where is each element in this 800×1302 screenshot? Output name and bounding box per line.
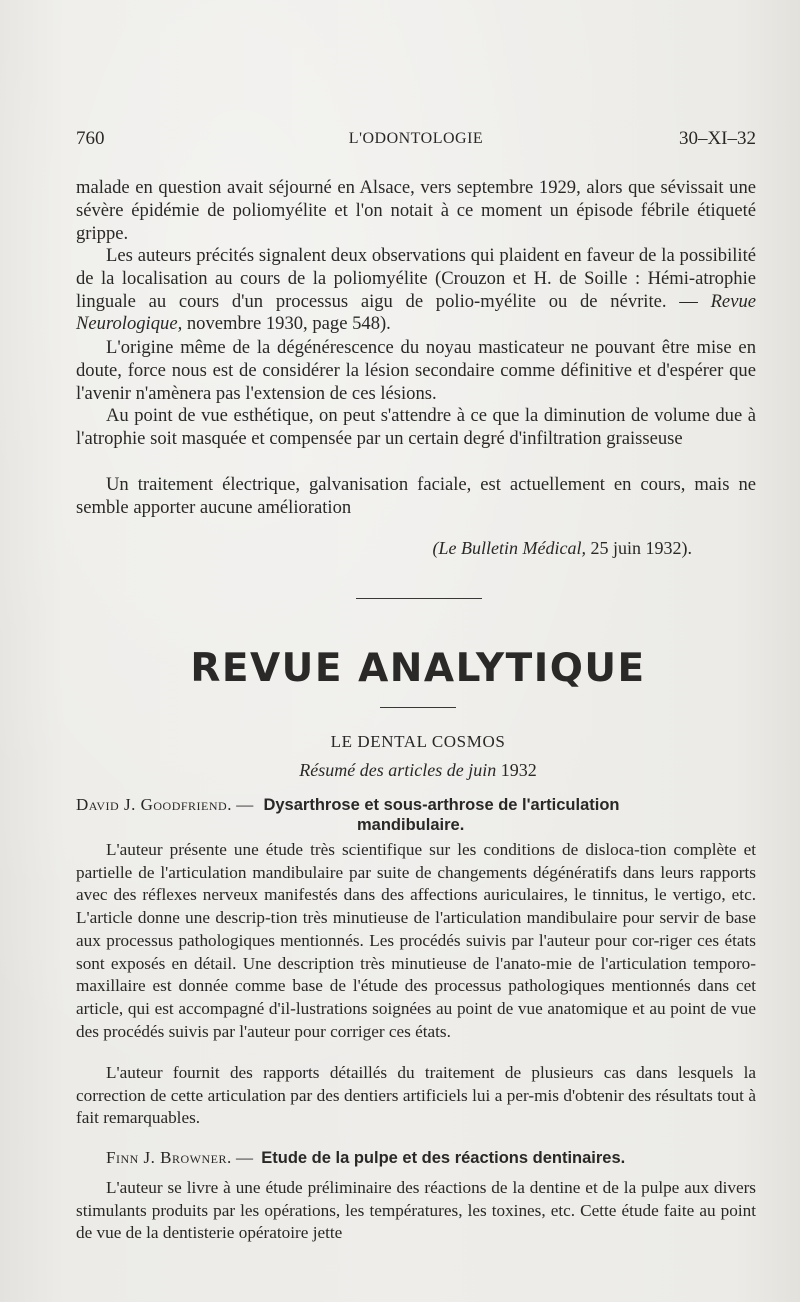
intro-paragraph-2: Les auteurs précités signalent deux observations qui plaident en faveur de la possibilité de la localisation au cours de la poliomyélite (Crouzon et H. de Soille : Hémi-atrophie linguale au cours d'un processus aigu de polio-myélite ou de névrite. — Revue Neurologique, novembre 1930, page 548). <box>76 245 756 335</box>
article-2-author: Finn J. Browner. <box>106 1148 232 1167</box>
running-header <box>76 128 756 158</box>
article-1-paragraph-1: L'auteur présente une étude très scientifique sur les conditions de disloca-tion complète et partielle de l'articulation mandibulaire par suite de changements dégénératifs dans leurs rapports avec des réflexes nerveux manifestés dans des affections auriculaires, le tinnitus, le vertigo, etc. L'article donne une descrip-tion très minutieuse de l'articulation mandibulaire pour servir de base aux processus pathologiques mentionnés. Les procédés suivis par l'auteur pour cor-riger ces états sont exposés en détail. Une description très minutieuse de l'anato-mie de l'articulation temporo-maxillaire est donnée comme base de l'étude des processus pathologiques mentionnés dans cet article, qui est accompagné d'il-lustrations soignées au point de vue anatomique et au point de vue des procédés suivis par l'auteur pour corriger ces états. <box>76 840 756 1041</box>
section-divider-bottom <box>380 707 456 708</box>
issue-date: 30–XI–32 <box>678 128 756 149</box>
article-2-heading: Finn J. Browner. — Etude de la pulpe et des réactions dentinaires. <box>106 1148 626 1167</box>
article-1-title-continued: mandibulaire. <box>357 816 465 834</box>
journal-title: L'ODONTOLOGIE <box>348 130 484 147</box>
article-2-title: Etude de la pulpe et des réactions dentinaires. <box>261 1149 626 1167</box>
article-2-paragraph-1: L'auteur se livre à une étude préliminaire des réactions de la dentine et de la pulpe aux divers stimulants produits par les opérations, les températures, les toxines, etc. Cette étude faite au point de vue de la dentisterie opératoire jette <box>76 1178 756 1243</box>
page-number: 760 <box>76 128 105 149</box>
article-1-author: David J. Goodfriend. <box>76 795 232 814</box>
intro-paragraph-5: Un traitement électrique, galvanisation faciale, est actuellement en cours, mais ne semble apporter aucune amélioration <box>76 474 756 518</box>
article-1-heading: David J. Goodfriend. — Dysarthrose et sous-arthrose de l'articulation <box>76 795 620 814</box>
section-divider-top <box>356 598 482 599</box>
article-1-title: Dysarthrose et sous-arthrose de l'articulation <box>263 796 620 814</box>
article-1-paragraph-2: L'auteur fournit des rapports détaillés du traitement de plusieurs cas dans lesquels la correction de cette articulation par des dentiers artificiels lui a per-mis d'obtenir des résultats tout à fait remarquables. <box>76 1063 756 1128</box>
intro-paragraph-1: malade en question avait séjourné en Alsace, vers septembre 1929, alors que sévissait une sévère épidémie de poliomyélite et l'on notait à ce moment un épisode fébrile étiqueté grippe. <box>76 177 756 244</box>
intro-paragraph-3: L'origine même de la dégénérescence du noyau masticateur ne pouvant être mise en doute, force nous est de considérer la lésion secondaire comme définitive et d'espérer que l'avenir n'amènera pas l'extension de ces lésions. <box>76 337 756 404</box>
revue-analytique-title: REVUE ANALYTIQUE <box>190 646 646 691</box>
intro-paragraph-4: Au point de vue esthétique, on peut s'attendre à ce que la diminution de volume due à l'atrophie soit masquée et compensée par un certain degré d'infiltration graisseuse <box>76 405 756 449</box>
journal-section-title: LE DENTAL COSMOS <box>330 732 506 751</box>
subsection-title: Résumé des articles de juin 1932 <box>299 760 537 780</box>
citation: (Le Bulletin Médical, 25 juin 1932). <box>432 538 692 558</box>
